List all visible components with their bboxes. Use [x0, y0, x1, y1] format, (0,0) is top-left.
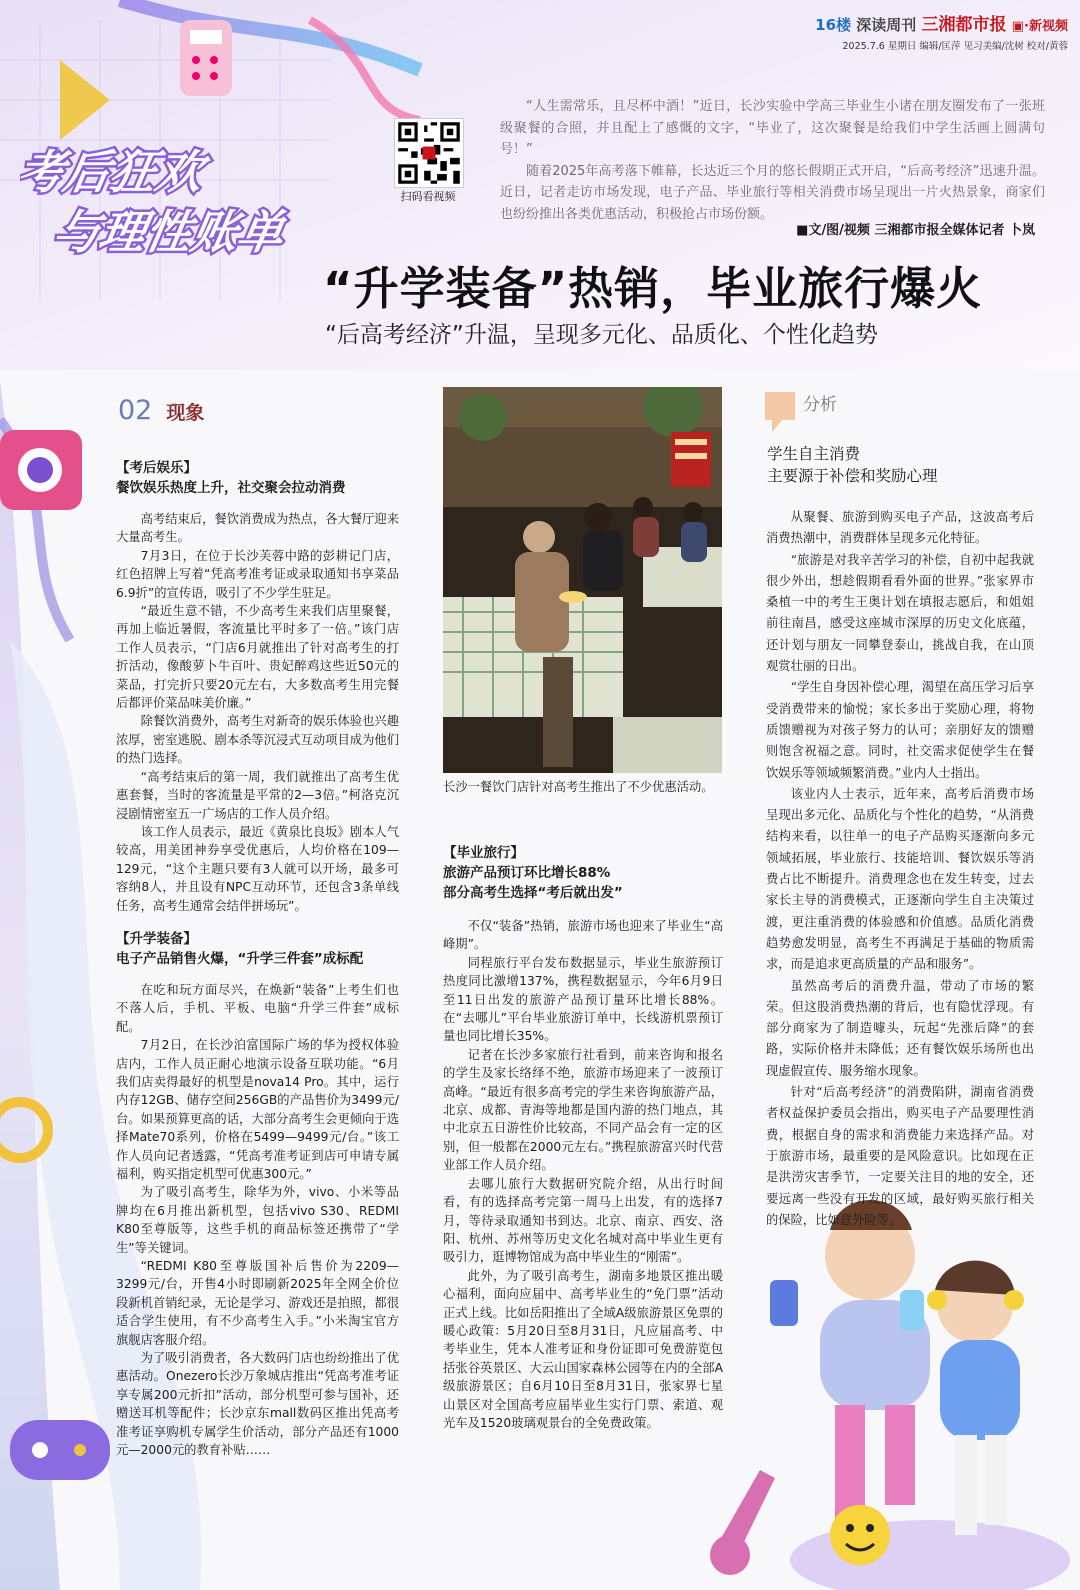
- analysis-title-line: 学生自主消费: [767, 445, 861, 463]
- paragraph: “REDMI K80至尊版国补后售价为2209—3299元/台，开售4小时即刷新2025年全网全价位段新机首销纪录，无论是学习、游戏还是拍照，都很适合学生使用，有不少高考生入手。”小米淘宝官方旗舰店客服介绍。: [116, 1259, 399, 1347]
- masthead-meta: 2025.7.6 星期日 编辑/匡萍 见习美编/沈树 校对/黄蓉: [842, 41, 1068, 52]
- block-title: 部分高考生选择“考后就出发”: [443, 885, 623, 901]
- kv-line2: 与理性账单: [48, 205, 289, 259]
- gamepad-icon: [10, 1420, 110, 1480]
- subheadline: “后高考经济”升温，呈现多元化、品质化、个性化趋势: [325, 322, 878, 348]
- paragraph: 此外，为了吸引高考生，湖南多地景区推出暖心福利，面向应届中、高考毕业生的“免门票”活动正式上线。比如岳阳推出了全域A级旅游景区免票的暖心政策：5月20日至8月31日，凡应届高考、中考毕业生，凭本人准考证和身份证即可免费游览包括张谷英景区、大云山国家森林公园等在内的全部A级旅游景区；自6月10日至8月31日，张家界七星山景区对全国高考应届毕业生实行门票、索道、观光车及1520玻璃观景台的全免费政策。: [443, 1268, 723, 1430]
- block-body: [443, 917, 723, 1432]
- restaurant-photo: [443, 387, 722, 773]
- page-suffix: 楼: [836, 16, 852, 34]
- byline: ■文/图/视频 三湘都市报全媒体记者 卜岚: [796, 223, 1035, 238]
- paragraph: “高考结束后的第一周，我们就推出了高考生优惠套餐，当时的客流量是平常的2—3倍。”柯洛克沉浸剧情密室五一广场店的工作人员介绍。: [116, 769, 399, 821]
- paragraph: 7月2日，在长沙泊富国际广场的华为授权体验店内，工作人员正耐心地演示设备互联功能。“6月我们店卖得最好的机型是nova14 Pro。其中，运行内存12GB、储存空间256GB的产品售价为3499元/台。如果预算更高的话，大部分高考生会更倾向于选择Mate70系列，价格在5499—9499元/台。”该工作人员向记者透露，“凭高考准考证到店可申请专属福利，购买指定机型可优惠300元。”: [116, 1038, 399, 1181]
- block-title: 电子产品销售火爆，“升学三件套”成标配: [116, 950, 364, 967]
- paragraph: 高考结束后，餐饮消费成为热点，各大餐厅迎来大量高考生。: [116, 512, 399, 545]
- block-tag: 【升学装备】: [116, 930, 197, 947]
- app-logo: ▣·新视频: [1011, 19, 1068, 34]
- paragraph: 7月3日，在位于长沙芙蓉中路的彭耕记门店，红色招牌上写着“凭高考准考证或录取通知书享菜品6.9折”的宣传语，吸引了不少学生驻足。: [116, 548, 399, 600]
- intro: [500, 96, 1045, 226]
- intro-paragraph: “人生需常乐，且尽杯中酒！”近日，长沙实验中学高三毕业生小诸在朋友圈发布了一张班级聚餐的合照，并且配上了感慨的文字，“毕业了，这次聚餐是给我们中学生活画上圆满句号！”: [500, 99, 1045, 158]
- app-name: 新视频: [1028, 19, 1068, 34]
- paragraph: 为了吸引高考生，除华为外，vivo、小米等品牌均在6月推出新机型，包括vivo S30、REDMI K80至尊版等，这些手机的商品标签还携带了“学生”等关键词。: [116, 1185, 399, 1255]
- block-tag: 【考后娱乐】: [116, 460, 197, 476]
- column-1: [116, 458, 399, 1460]
- paragraph: “最近生意不错，不少高考生来我们店里聚餐，再加上临近暑假，客流量比平时多了一倍。”该门店工作人员表示，“门店6月就推出了针对高考生的打折活动，像酸萝卜牛百叶、贵妃醉鸡这些近50元的菜品，打完折只要20元左右，大多数高考生用完餐后都评价菜品味美价廉。”: [116, 604, 399, 711]
- block-title: 餐饮娱乐热度上升，社交聚会拉动消费: [116, 480, 346, 496]
- kv-line1: 考后狂欢: [20, 145, 207, 199]
- page-number: 16: [815, 16, 837, 34]
- analysis-title-line: 主要源于补偿和奖励心理: [767, 467, 938, 485]
- qr-code[interactable]: [394, 118, 464, 188]
- analysis-body: [766, 507, 1034, 1231]
- section-label: 现象: [166, 402, 205, 424]
- qr-caption: 扫码看视频: [400, 190, 456, 203]
- paragraph: “旅游是对我辛苦学习的补偿，自初中起我就很少外出，想趁假期看看外面的世界。”张家界市桑植一中的考生王奥计划在填报志愿后，和姐姐前往南昌，感受这座城市深厚的历史文化底蕴，还计划与朋友一同攀登泰山，挑战自我，在山顶观赏壮丽的日出。: [766, 552, 1034, 674]
- analysis-label: 分析: [803, 395, 837, 415]
- publication-name: 三湘都市报: [921, 15, 1007, 35]
- paragraph: 去哪儿旅行大数据研究院介绍，从出行时间看，有的选择高考完第一周马上出发，有的选择7月，等待录取通知书到达。北京、南京、西安、洛阳、杭州、苏州等历史文化名城对高中毕业生更有吸引力，逛博物馆成为高中毕业生的“刚需”。: [443, 1176, 723, 1265]
- analysis-title: [767, 443, 1047, 487]
- block-tag: 【毕业旅行】: [443, 845, 524, 861]
- section-number: 02: [118, 395, 153, 426]
- paragraph: 该工作人员表示，最近《黄泉比良坂》剧本人气较高，用美团神券享受优惠后，人均价格在109—129元，“这个主题只要有3人就可以开场，最多可容纳8人，并且设有NPC互动环节，还包含3条单线任务，高考生通常会结伴拼场玩”。: [116, 824, 399, 913]
- section-name: 深读周刊: [856, 16, 917, 34]
- section-heading: [118, 395, 204, 426]
- paragraph: 同程旅行平台发布数据显示，毕业生旅游预订热度同比激增137%，携程数据显示，今年6月9日至11日出发的旅游产品预订量环比增长88%。在“去哪儿”平台毕业旅游订单中，长线游机票预订量也同比增长35%。: [443, 955, 723, 1044]
- smiley-icon: [830, 1505, 890, 1565]
- paragraph: 针对“后高考经济”的消费陷阱，湖南省消费者权益保护委员会指出，购买电子产品要理性消费，根据自身的需求和消费能力来选择产品。对于旅游市场，最重要的是风险意识。比如现在正是洪涝灾害季节，一定要关注目的地的安全，还要远离一些没有开发的区域，最好购买旅行相关的保险，比如意外险等。: [766, 1085, 1034, 1227]
- paragraph: 在吃和玩方面尽兴，在焕新“装备”上考生们也不落人后，手机、平板、电脑“升学三件套”成标配。: [116, 982, 399, 1034]
- paragraph: 虽然高考后的消费升温，带动了市场的繁荣。但这股消费热潮的背后，也有隐忧浮现。有部分商家为了制造噱头，玩起“先涨后降”的套路，实际价格并未降低；还有餐饮娱乐场所也出现虚假宣传、服务缩水现象。: [766, 978, 1034, 1078]
- paragraph: “学生自身因补偿心理，渴望在高压学习后享受消费带来的愉悦；家长多出于奖励心理，将物质馈赠视为对孩子努力的认可；亲朋好友的馈赠则饱含祝福之意。同时，社交需求促使学生在餐饮娱乐等领域频繁消费。”业内人士指出。: [766, 680, 1034, 780]
- paragraph: 不仅“装备”热销，旅游市场也迎来了毕业生“高峰期”。: [443, 919, 723, 952]
- block-title: 旅游产品预订环比增长88%: [443, 865, 611, 881]
- headline: “升学装备”热销，毕业旅行爆火: [323, 262, 983, 315]
- analysis-heading: [763, 390, 837, 415]
- key-visual-title: [20, 128, 350, 272]
- paragraph: 为了吸引消费者，各大数码门店也纷纷推出了优惠活动。Onezero长沙万象城店推出“凭高考准考证享专属200元折扣”活动，部分机型可参与国补，还赠送耳机等配件；长沙京东mall数码区推出凭高考准考证享购机专属学生价活动，部分产品还有1000元—2000元的教育补贴……: [116, 1351, 399, 1458]
- block-body: [116, 981, 399, 1460]
- paragraph: 除餐饮消费外，高考生对新奇的娱乐体验也兴趣浓厚，密室逃脱、剧本杀等沉浸式互动项目成为他们的热门选择。: [116, 714, 399, 766]
- paragraph: 该业内人士表示，近年来，高考后消费市场呈现出多元化、品质化与个性化的趋势，“从消费结构来看，以往单一的电子产品购买逐渐向多元领域拓展，毕业旅行、技能培训、餐饮娱乐等消费占比不断提升。消费理念也在发生转变，过去家长主导的消费模式，正逐渐向学生自主决策过渡，更注重消费的体验感和价值感。品质化消费趋势愈发明显，高考生不再满足于基础的物质需求，而是追求更高质量的产品和服务”。: [766, 786, 1034, 972]
- masthead: [815, 10, 1068, 52]
- column-2: [443, 843, 723, 1432]
- phone-icon: [770, 1280, 798, 1326]
- paragraph: 从聚餐、旅游到购买电子产品，这波高考后消费热潮中，消费群体呈现多元化特征。: [766, 510, 1034, 546]
- paragraph: 记者在长沙多家旅行社看到，前来咨询和报名的学生及家长络绎不绝，旅游市场迎来了一波预订高峰。“最近有很多高考完的学生来咨询旅游产品，北京、成都、青海等地都是国内游的热门地点，其中北京五日游性价比较高，不同产品会有一定的区别，但一般都在2000元左右。”携程旅游富兴时代营业部工作人员介绍。: [443, 1047, 723, 1173]
- block-body: [116, 510, 399, 915]
- intro-paragraph: 随着2025年高考落下帷幕，长达近三个月的悠长假期正式开启，“后高考经济”迅速升温。近日，记者走访市场发现，电子产品、毕业旅行等相关消费市场呈现出一片火热景象，商家们也纷纷推出各类优惠活动，积极抢占市场份额。: [500, 163, 1045, 222]
- photo-caption: 长沙一餐饮门店针对高考生推出了不少优惠活动。: [443, 780, 714, 794]
